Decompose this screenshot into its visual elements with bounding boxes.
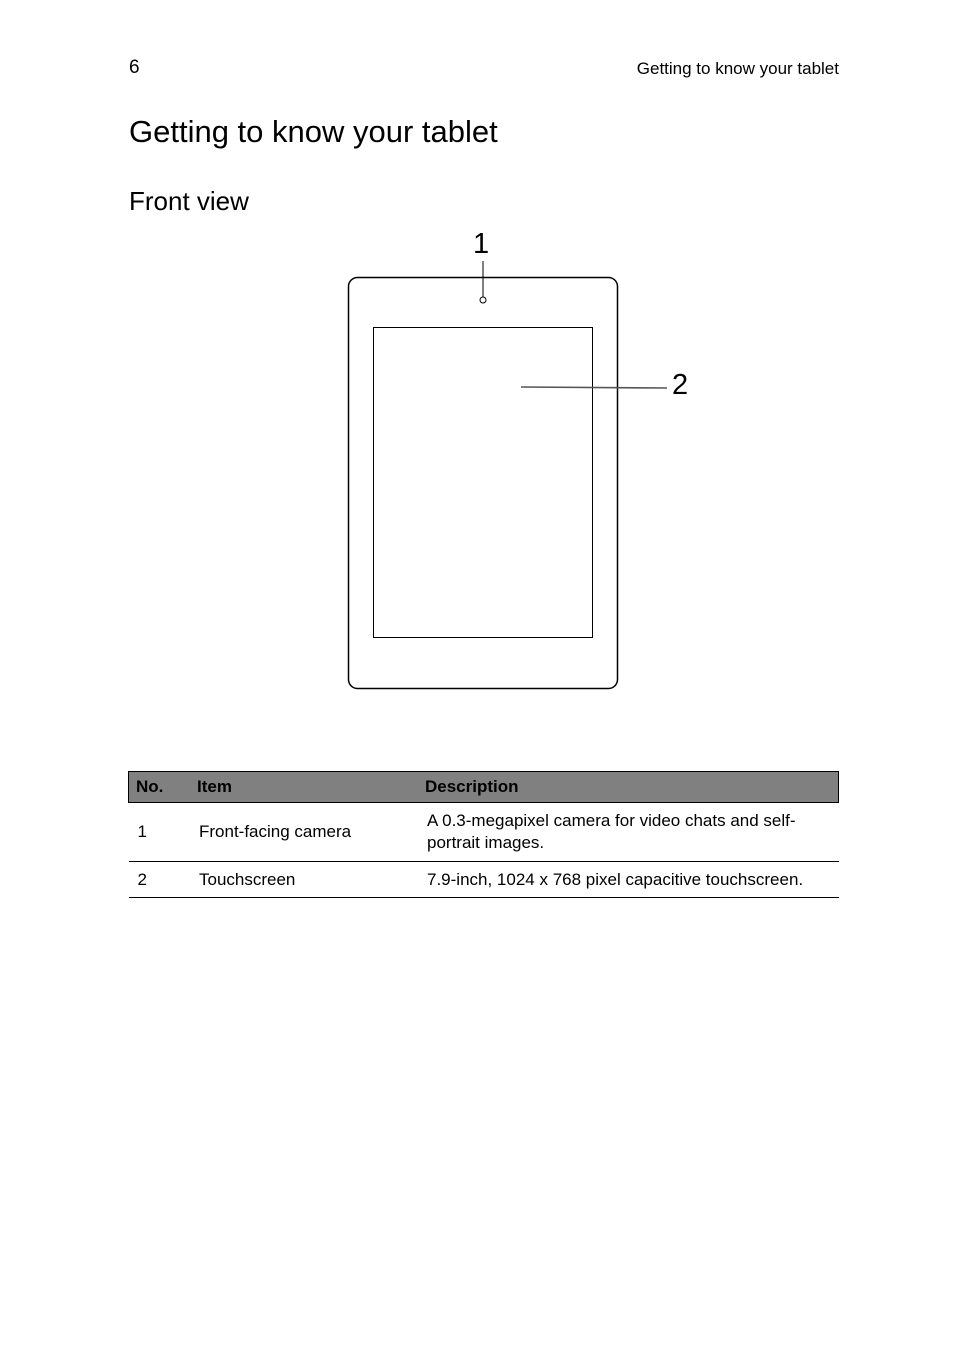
tablet-outline bbox=[349, 278, 618, 689]
cell-item: Touchscreen bbox=[190, 862, 418, 898]
cell-description: A 0.3-megapixel camera for video chats and self-portrait images. bbox=[418, 803, 839, 862]
tablet-diagram bbox=[340, 225, 700, 700]
section-title: Front view bbox=[129, 186, 249, 216]
table-row bbox=[129, 803, 839, 862]
cell-item: Front-facing camera bbox=[190, 803, 418, 862]
header-item: Item bbox=[190, 772, 418, 803]
callout-2-label: 2 bbox=[672, 369, 689, 401]
table-row bbox=[129, 862, 839, 898]
tablet-front-view-figure bbox=[340, 225, 700, 700]
header-description: Description bbox=[418, 772, 839, 803]
callout-1-label: 1 bbox=[473, 228, 490, 260]
front-view-table bbox=[128, 771, 839, 898]
header-no: No. bbox=[129, 772, 191, 803]
running-header: Getting to know your tablet bbox=[636, 59, 839, 78]
table-header-row bbox=[129, 772, 839, 803]
cell-description: 7.9-inch, 1024 x 768 pixel capacitive touchscreen. bbox=[418, 862, 839, 898]
camera-lens-icon bbox=[480, 297, 486, 303]
page-number: 6 bbox=[129, 57, 140, 78]
callout-2-leader bbox=[521, 387, 667, 388]
cell-no: 1 bbox=[129, 803, 191, 862]
cell-no: 2 bbox=[129, 862, 191, 898]
page-title: Getting to know your tablet bbox=[129, 114, 498, 149]
screen-outline bbox=[374, 328, 593, 638]
